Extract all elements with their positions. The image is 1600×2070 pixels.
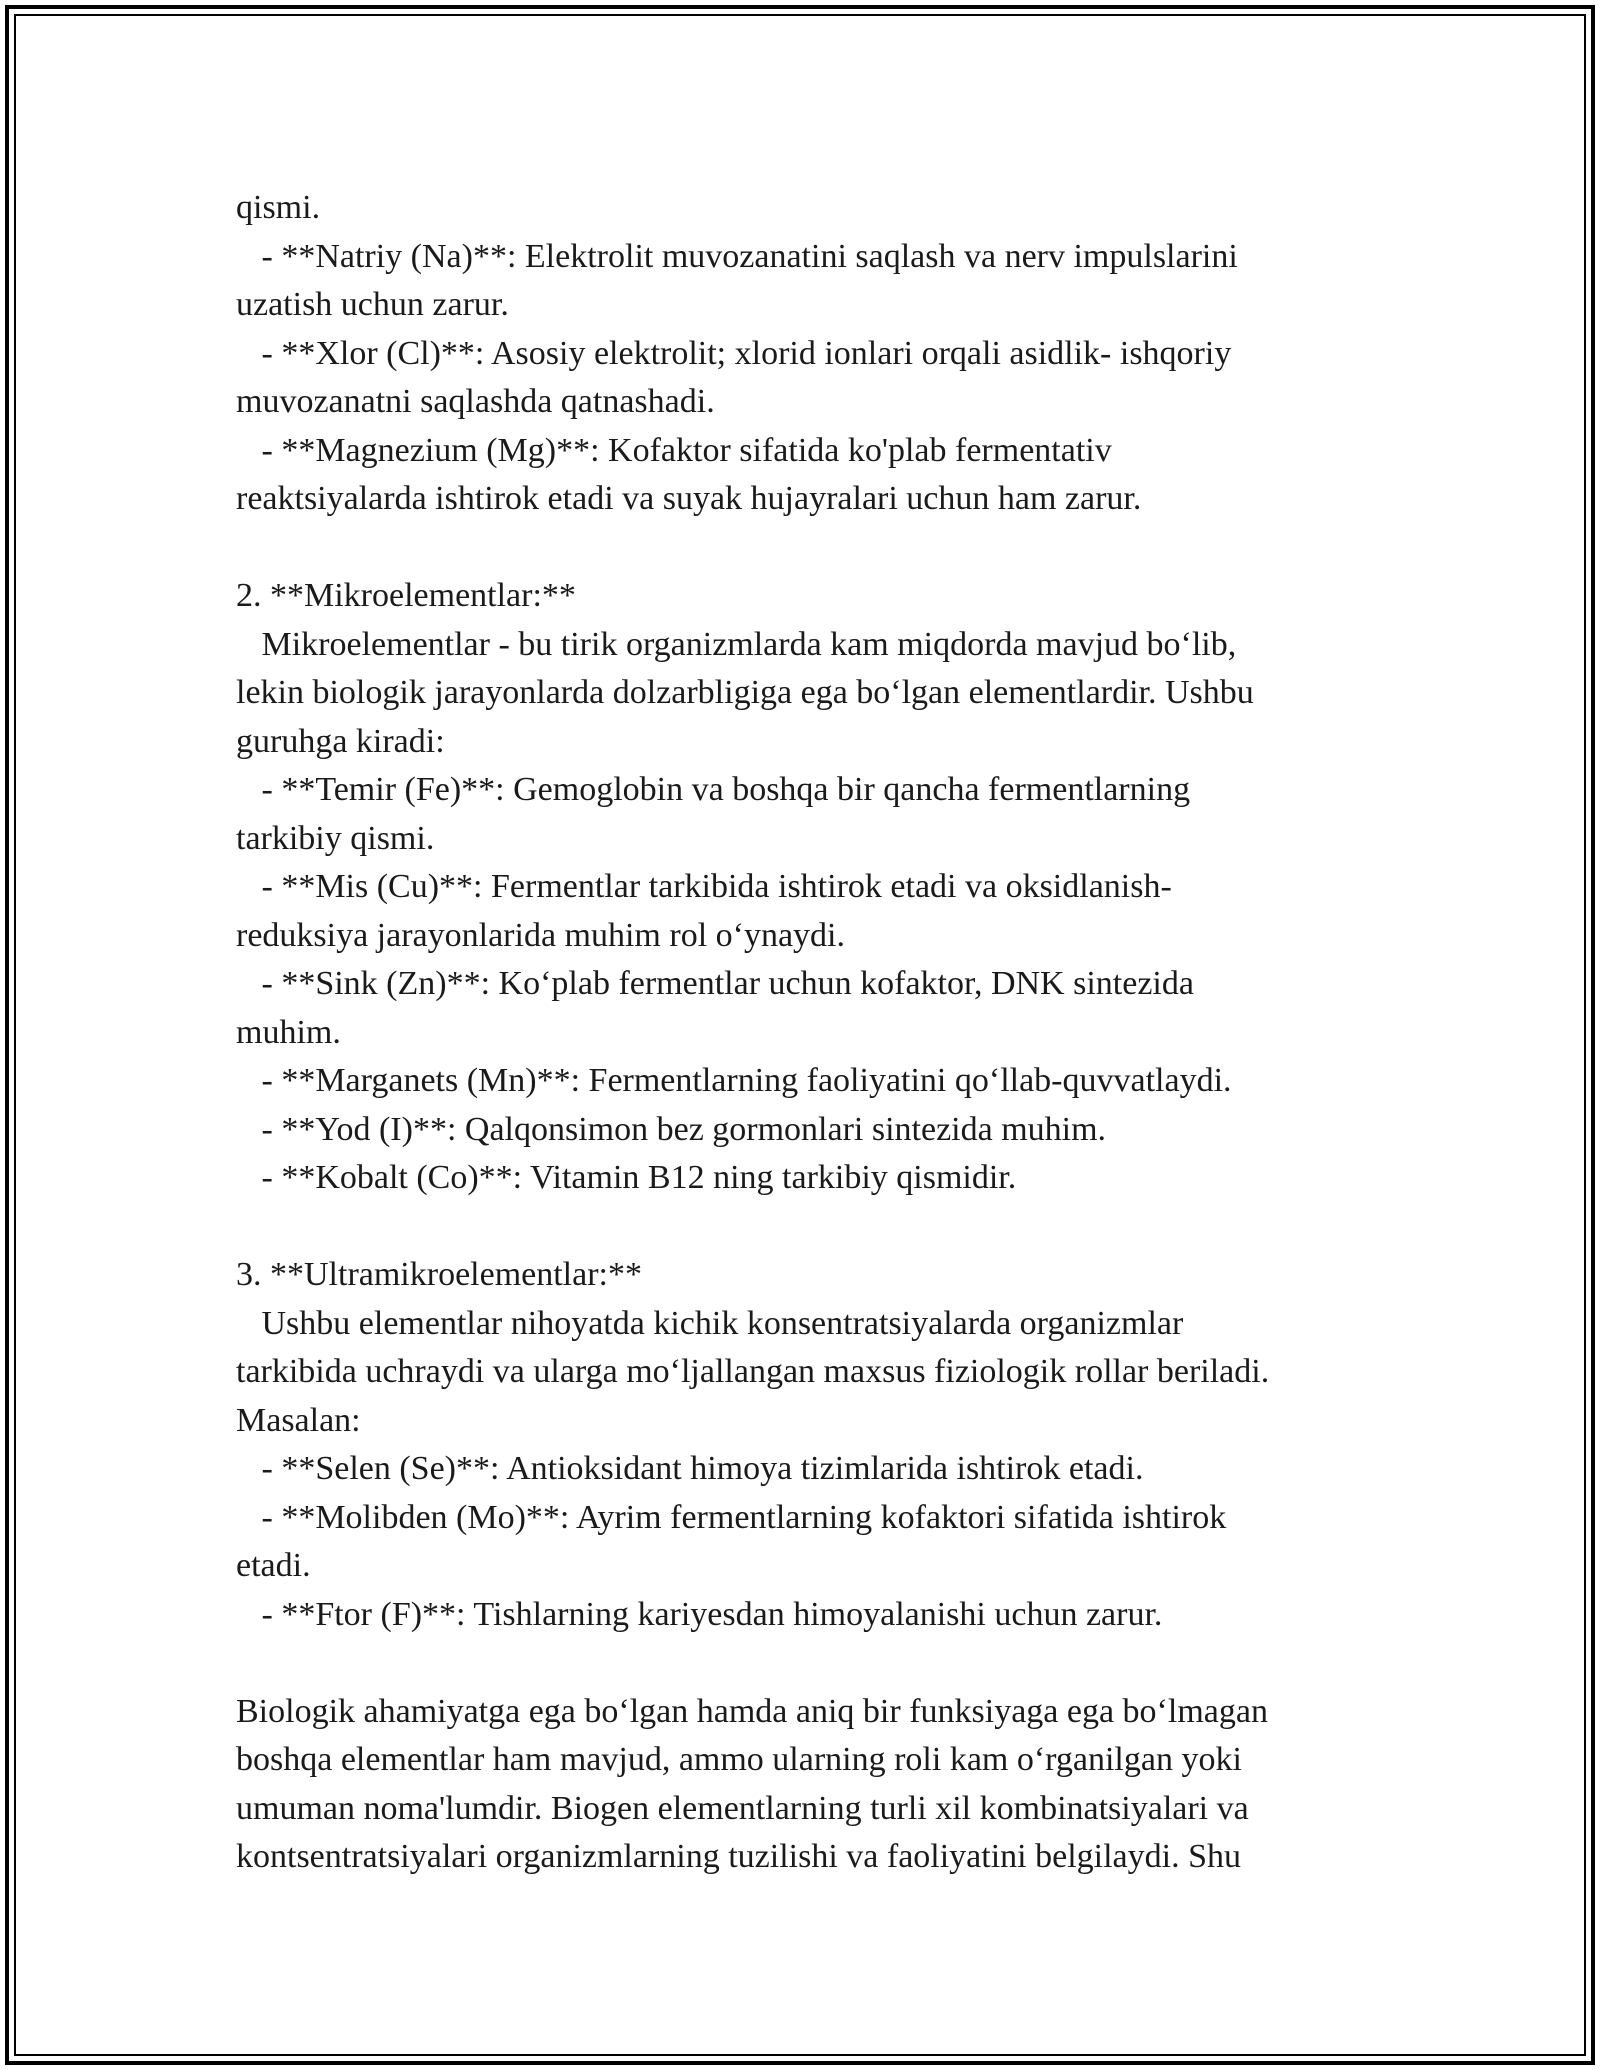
blank-line <box>236 1639 1386 1688</box>
text-line: tarkibiy qismi. <box>236 819 435 857</box>
text-line: - **Molibden (Mo)**: Ayrim fermentlarning kofaktori sifatida ishtirok <box>236 1498 1227 1536</box>
blank-line <box>236 524 1386 573</box>
text-line: - **Ftor (F)**: Tishlarning kariyesdan himoyalanishi uchun zarur. <box>236 1595 1163 1633</box>
text-line: - **Marganets (Mn)**: Fermentlarning faoliyatini qo‘llab-quvvatlaydi. <box>236 1062 1232 1099</box>
text-line: Ushbu elementlar nihoyatda kichik konsentratsiyalarda organizmlar <box>236 1304 1184 1342</box>
text-line: reaktsiyalarda ishtirok etadi va suyak hujayralari uchun ham zarur. <box>236 480 1142 517</box>
text-line: - **Selen (Se)**: Antioksidant himoya tizimlarida ishtirok etadi. <box>236 1450 1144 1487</box>
text-line: - **Xlor (Cl)**: Asosiy elektrolit; xlorid ionlari orqali asidlik- ishqoriy <box>236 334 1232 372</box>
text-line: - **Kobalt (Co)**: Vitamin B12 ning tarkibiy qismidir. <box>236 1159 1017 1196</box>
text-line: guruhga kiradi: <box>236 722 445 760</box>
text-line: Biologik ahamiyatga ega bo‘lgan hamda aniq bir funksiyaga ega bo‘lmagan <box>236 1692 1268 1730</box>
text-line: reduksiya jarayonlarida muhim rol o‘ynaydi. <box>236 916 845 954</box>
section-heading: 2. **Mikroelementlar:** <box>236 577 576 614</box>
text-line: kontsentratsiyalari organizmlarning tuzilishi va faoliyatini belgilaydi. Shu <box>236 1838 1241 1875</box>
text-line: umuman noma'lumdir. Biogen elementlarning turli xil kombinatsiyalari va <box>236 1789 1249 1827</box>
text-line: - **Natriy (Na)**: Elektrolit muvozanatini saqlash va nerv impulslarini <box>236 237 1238 275</box>
text-line: - **Yod (I)**: Qalqonsimon bez gormonlari sintezida muhim. <box>236 1110 1107 1148</box>
section-heading: 3. **Ultramikroelementlar:** <box>236 1256 642 1293</box>
blank-line <box>236 1203 1386 1252</box>
text-line: - **Temir (Fe)**: Gemoglobin va boshqa bir qancha fermentlarning <box>236 771 1191 808</box>
text-line: - **Magnezium (Mg)**: Kofaktor sifatida ko'plab fermentativ <box>236 431 1112 469</box>
document-body <box>236 184 1386 1882</box>
text-line: - **Sink (Zn)**: Ko‘plab fermentlar uchun kofaktor, DNK sintezida <box>236 965 1194 1002</box>
text-line: etadi. <box>236 1547 311 1584</box>
text-line: uzatish uchun zarur. <box>236 286 509 323</box>
text-line: Masalan: <box>236 1401 361 1439</box>
text-line: - **Mis (Cu)**: Fermentlar tarkibida ishtirok etadi va oksidlanish- <box>236 868 1172 905</box>
text-line: lekin biologik jarayonlarda dolzarbligiga ega bo‘lgan elementlardir. Ushbu <box>236 674 1254 711</box>
text-line: boshqa elementlar ham mavjud, ammo ularning roli kam o‘rganilgan yoki <box>236 1741 1242 1778</box>
text-line: tarkibida uchraydi va ularga mo‘ljallangan maxsus fiziologik rollar beriladi. <box>236 1353 1270 1390</box>
text-line: muvozanatni saqlashda qatnashadi. <box>236 383 715 420</box>
text-line: qismi. <box>236 189 321 226</box>
text-line: Mikroelementlar - bu tirik organizmlarda kam miqdorda mavjud bo‘lib, <box>236 625 1237 663</box>
text-line: muhim. <box>236 1013 341 1051</box>
